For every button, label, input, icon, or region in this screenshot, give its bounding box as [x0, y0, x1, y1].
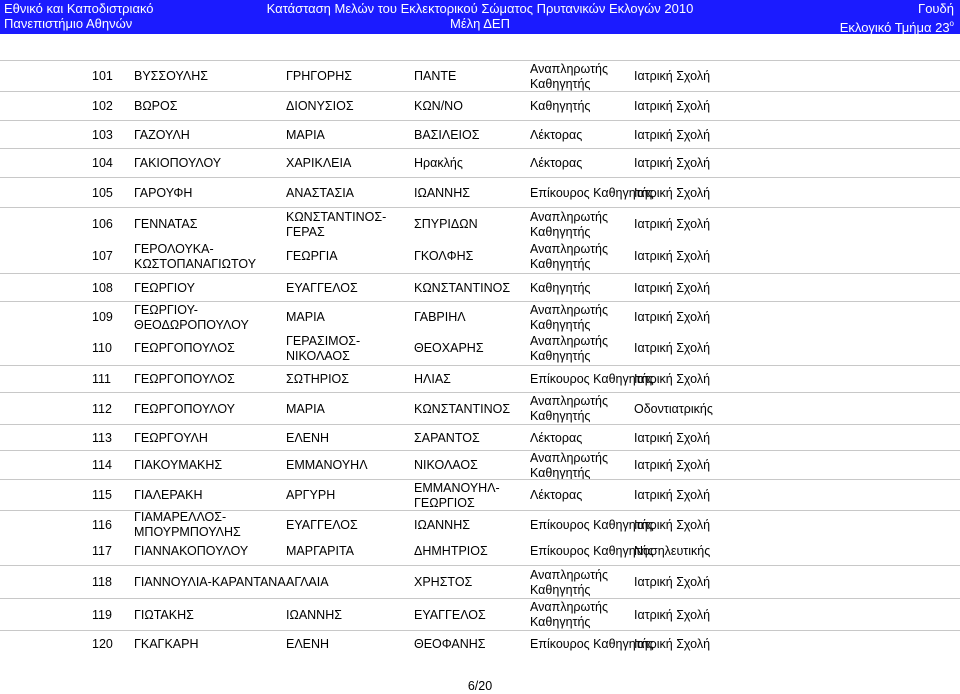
member-father-name-line: ΗΛΙΑΣ — [414, 372, 451, 386]
member-first-name-line: ΕΥΑΓΓΕΛΟΣ — [286, 281, 358, 295]
member-number — [92, 69, 113, 84]
member-school-line: Ιατρική Σχολή — [634, 217, 711, 231]
member-number-line: 102 — [92, 99, 113, 113]
member-surname-line: ΓΙΑΛΕΡΑΚΗ — [134, 488, 203, 502]
member-first-name — [286, 156, 351, 171]
member-first-name-line: ΓΡΗΓΟΡΗΣ — [286, 69, 352, 83]
member-father-name-line: ΕΥΑΓΓΕΛΟΣ — [414, 608, 486, 622]
member-number-line: 108 — [92, 281, 113, 295]
member-father-name-line: ΓΕΩΡΓΙΟΣ — [414, 496, 475, 510]
member-school-line: Ιατρική Σχολή — [634, 281, 711, 295]
member-school-line: Ιατρική Σχολή — [634, 310, 711, 324]
member-surname — [134, 488, 203, 503]
member-first-name — [286, 186, 354, 201]
member-number-line: 111 — [92, 372, 112, 386]
member-school — [634, 518, 710, 533]
member-surname-line: ΓΕΩΡΓΟΥΛΗ — [134, 431, 208, 445]
member-surname-line: ΓΙΩΤΑΚΗΣ — [134, 608, 194, 622]
member-surname — [134, 303, 249, 333]
member-surname-line: ΒΥΣΣΟΥΛΗΣ — [134, 69, 208, 83]
member-rank-line: Επίκουρος Καθηγητής — [530, 518, 654, 532]
member-number — [92, 341, 112, 356]
member-father-name-line: ΓΚΟΛΦΗΣ — [414, 249, 474, 263]
member-father-name-line: ΚΩΝΣΤΑΝΤΙΝΟΣ — [414, 281, 511, 295]
member-rank — [530, 281, 590, 296]
member-number-line: 116 — [92, 518, 112, 532]
member-number — [92, 488, 112, 503]
member-first-name — [286, 372, 349, 387]
institution-line2: Πανεπιστήμιο Αθηνών — [4, 16, 133, 31]
member-surname-line: ΓΙΑΝΝΑΚΟΠΟΥΛΟΥ — [134, 544, 249, 558]
member-number — [92, 281, 113, 296]
member-first-name-line: ΓΕΩΡΓΙΑ — [286, 249, 338, 263]
member-first-name — [286, 608, 342, 623]
member-number — [92, 249, 113, 264]
member-rank — [530, 303, 608, 333]
member-father-name-line: ΒΑΣΙΛΕΙΟΣ — [414, 128, 480, 142]
member-first-name-line: ΔΙΟΝΥΣΙΟΣ — [286, 99, 354, 113]
member-father-name — [414, 341, 484, 356]
member-surname — [134, 341, 235, 356]
member-surname — [134, 458, 222, 473]
member-first-name — [286, 334, 360, 364]
member-number — [92, 99, 113, 114]
table-row — [0, 565, 960, 599]
table-row — [0, 630, 960, 658]
member-first-name-line: ΓΕΡΑΣ — [286, 225, 325, 239]
member-surname-line: ΘΕΟΔΩΡΟΠΟΥΛΟΥ — [134, 318, 249, 332]
member-school-line: Οδοντιατρικής — [634, 402, 713, 416]
member-number-line: 112 — [92, 402, 112, 416]
member-number — [92, 544, 112, 559]
member-rank — [530, 488, 582, 503]
member-rank-line: Καθηγητής — [530, 99, 591, 113]
member-surname — [134, 402, 235, 417]
table-row — [0, 207, 960, 241]
member-first-name-line: ΝΙΚΟΛΑΟΣ — [286, 349, 350, 363]
member-number — [92, 637, 113, 652]
member-surname-line: ΓΕΝΝΑΤΑΣ — [134, 217, 198, 231]
member-school-line: Ιατρική Σχολή — [634, 575, 711, 589]
member-surname — [134, 217, 197, 232]
member-father-name-line: ΝΙΚΟΛΑΟΣ — [414, 458, 478, 472]
member-number-line: 104 — [92, 156, 113, 170]
member-surname — [134, 186, 192, 201]
table-row — [0, 240, 960, 273]
member-school-line: Ιατρική Σχολή — [634, 372, 711, 386]
member-rank-line: Λέκτορας — [530, 128, 583, 142]
member-school-line: Ιατρική Σχολή — [634, 69, 711, 83]
member-first-name-line: ΜΑΡΙΑ — [286, 128, 325, 142]
member-school-line: Ιατρική Σχολή — [634, 156, 711, 170]
member-rank-line: Καθηγητής — [530, 225, 591, 239]
member-school — [634, 69, 710, 84]
member-surname — [134, 510, 241, 540]
table-row — [0, 148, 960, 178]
member-first-name-line: ΜΑΡΓΑΡΙΤΑ — [286, 544, 355, 558]
member-first-name — [286, 518, 358, 533]
member-surname — [134, 575, 286, 590]
member-first-name — [286, 637, 329, 652]
member-school — [634, 128, 710, 143]
member-rank — [530, 334, 608, 364]
member-first-name — [286, 488, 335, 503]
member-father-name — [414, 310, 466, 325]
member-first-name — [286, 544, 354, 559]
member-school-line: Ιατρική Σχολή — [634, 99, 711, 113]
member-rank-line: Λέκτορας — [530, 156, 583, 170]
member-father-name-line: ΠΑΝΤΕ — [414, 69, 457, 83]
member-surname — [134, 69, 208, 84]
member-rank-line: Αναπληρωτής — [530, 210, 609, 224]
member-school-line: Ιατρική Σχολή — [634, 431, 711, 445]
member-school-line: Ιατρική Σχολή — [634, 608, 711, 622]
member-surname — [134, 242, 256, 272]
member-number — [92, 128, 113, 143]
member-rank — [530, 62, 608, 92]
member-surname-line: ΓΙΑΜΑΡΕΛΛΟΣ- — [134, 510, 227, 524]
member-surname-line: ΓΚΑΓΚΑΡΗ — [134, 637, 199, 651]
member-surname-line: ΓΕΡΟΛΟΥΚΑ- — [134, 242, 214, 256]
member-surname — [134, 431, 208, 446]
member-rank-line: Επίκουρος Καθηγητής — [530, 372, 654, 386]
member-rank-line: Καθηγητής — [530, 77, 591, 91]
member-father-name-line: Ηρακλής — [414, 156, 463, 170]
member-surname — [134, 99, 177, 114]
member-school-line: Ιατρική Σχολή — [634, 341, 711, 355]
member-school — [634, 575, 710, 590]
member-school — [634, 217, 710, 232]
member-father-name — [414, 458, 478, 473]
member-rank-line: Λέκτορας — [530, 488, 583, 502]
member-first-name-line: ΙΩΑΝΝΗΣ — [286, 608, 342, 622]
member-school-line: Ιατρική Σχολή — [634, 637, 711, 651]
member-rank-line: Επίκουρος Καθηγητής — [530, 637, 654, 651]
member-first-name-line: ΧΑΡΙΚΛΕΙΑ — [286, 156, 352, 170]
member-father-name-line: ΙΩΑΝΝΗΣ — [414, 518, 470, 532]
member-rank-line: Αναπληρωτής — [530, 394, 609, 408]
member-school — [634, 156, 710, 171]
member-father-name — [414, 249, 473, 264]
member-surname-line: ΓΑΡΟΥΦΗ — [134, 186, 193, 200]
member-school — [634, 488, 710, 503]
member-school-line: Ιατρική Σχολή — [634, 458, 711, 472]
member-first-name-line: ΕΛΕΝΗ — [286, 431, 330, 445]
table-row — [0, 301, 960, 333]
table-row — [0, 273, 960, 302]
member-school — [634, 372, 710, 387]
member-father-name-line: ΘΕΟΧΑΡΗΣ — [414, 341, 484, 355]
member-father-name — [414, 99, 463, 114]
member-father-name-line: ΘΕΟΦΑΝΗΣ — [414, 637, 486, 651]
member-number-line: 107 — [92, 249, 113, 263]
member-rank-line: Αναπληρωτής — [530, 451, 609, 465]
member-number-line: 105 — [92, 186, 113, 200]
table-row — [0, 510, 960, 539]
member-rank-line: Καθηγητής — [530, 583, 591, 597]
member-number — [92, 156, 113, 171]
member-rank — [530, 568, 608, 598]
member-father-name — [414, 481, 500, 511]
member-surname — [134, 281, 195, 296]
member-first-name — [286, 310, 325, 325]
member-first-name-line: ΕΛΕΝΗ — [286, 637, 330, 651]
member-surname-line: ΓΙΑΚΟΥΜΑΚΗΣ — [134, 458, 223, 472]
member-school — [634, 544, 710, 559]
member-number-line: 113 — [92, 431, 112, 445]
member-rank-line: Καθηγητής — [530, 615, 591, 629]
member-rank-line: Επίκουρος Καθηγητής — [530, 186, 654, 200]
document-subtitle: Μέλη ΔΕΠ — [450, 16, 510, 31]
member-surname — [134, 156, 221, 171]
member-first-name-line: ΜΑΡΙΑ — [286, 310, 325, 324]
table-row — [0, 120, 960, 149]
member-school-line: Ιατρική Σχολή — [634, 128, 711, 142]
member-father-name — [414, 518, 470, 533]
member-number-line: 120 — [92, 637, 113, 651]
table-row — [0, 177, 960, 208]
member-first-name-line: ΜΑΡΙΑ — [286, 402, 325, 416]
member-rank — [530, 210, 608, 240]
member-first-name — [286, 249, 338, 264]
electoral-section-ordinal: ο — [949, 19, 954, 28]
member-father-name — [414, 69, 456, 84]
member-school — [634, 281, 710, 296]
member-first-name — [286, 575, 329, 590]
member-number — [92, 217, 113, 232]
member-rank-line: Καθηγητής — [530, 409, 591, 423]
member-school — [634, 99, 710, 114]
member-father-name — [414, 575, 472, 590]
member-surname-line: ΓΕΩΡΓΙΟΥ — [134, 281, 195, 295]
member-school-line: Ιατρική Σχολή — [634, 249, 711, 263]
institution-line1: Εθνικό και Καποδιστριακό — [4, 1, 154, 16]
member-surname-line: ΒΩΡΟΣ — [134, 99, 178, 113]
member-surname — [134, 608, 194, 623]
member-rank — [530, 242, 608, 272]
page-header — [0, 0, 960, 34]
member-surname-line: ΓΕΩΡΓΙΟΥ- — [134, 303, 198, 317]
member-first-name — [286, 431, 329, 446]
table-row — [0, 538, 960, 564]
member-number-line: 103 — [92, 128, 113, 142]
member-father-name — [414, 637, 486, 652]
member-school — [634, 186, 710, 201]
member-surname — [134, 544, 248, 559]
member-father-name-line: ΣΠΥΡΙΔΩΝ — [414, 217, 478, 231]
member-school — [634, 402, 713, 417]
member-surname-line: ΓΑΚΙΟΠΟΥΛΟΥ — [134, 156, 222, 170]
page-number: 6/20 — [467, 679, 493, 693]
member-father-name — [414, 186, 470, 201]
table-row — [0, 60, 960, 92]
member-rank-line: Αναπληρωτής — [530, 334, 609, 348]
member-school — [634, 431, 710, 446]
member-first-name — [286, 281, 358, 296]
location-name: Γουδή — [918, 1, 954, 16]
member-school — [634, 310, 710, 325]
member-father-name — [414, 544, 488, 559]
member-rank-line: Αναπληρωτής — [530, 568, 609, 582]
member-rank-line: Καθηγητής — [530, 466, 591, 480]
member-surname-line: ΓΕΩΡΓΟΠΟΥΛΟΣ — [134, 341, 235, 355]
member-first-name-line: ΕΥΑΓΓΕΛΟΣ — [286, 518, 358, 532]
member-rank-line: Καθηγητής — [530, 318, 591, 332]
member-father-name-line: ΔΗΜΗΤΡΙΟΣ — [414, 544, 488, 558]
member-rank — [530, 431, 582, 446]
member-number — [92, 372, 111, 387]
member-school — [634, 458, 710, 473]
member-number — [92, 186, 113, 201]
member-father-name-line: ΕΜΜΑΝΟΥΗΛ- — [414, 481, 500, 495]
table-row — [0, 424, 960, 451]
member-school — [634, 608, 710, 623]
member-rank — [530, 600, 608, 630]
member-rank — [530, 156, 582, 171]
member-surname-line: ΓΑΖΟΥΛΗ — [134, 128, 190, 142]
member-school — [634, 341, 710, 356]
member-number-line: 114 — [92, 458, 112, 472]
member-number — [92, 458, 112, 473]
member-rank — [530, 128, 582, 143]
member-number-line: 110 — [92, 341, 112, 355]
member-number — [92, 402, 112, 417]
member-surname-line: ΜΠΟΥΡΜΠΟΥΛΗΣ — [134, 525, 241, 539]
member-first-name-line: ΚΩΝΣΤΑΝΤΙΝΟΣ- — [286, 210, 387, 224]
member-number-line: 118 — [92, 575, 112, 589]
member-rank-line: Καθηγητής — [530, 281, 591, 295]
member-father-name-line: ΚΩΝ/ΝΟ — [414, 99, 463, 113]
member-father-name — [414, 217, 478, 232]
member-first-name-line: ΑΓΛΑΙΑ — [286, 575, 329, 589]
member-surname — [134, 372, 235, 387]
member-rank-line: Λέκτορας — [530, 431, 583, 445]
member-father-name — [414, 128, 480, 143]
member-school-line: Νοσηλευτικής — [634, 544, 711, 558]
member-first-name-line: ΕΜΜΑΝΟΥΗΛ — [286, 458, 368, 472]
member-number-line: 106 — [92, 217, 113, 231]
table-row — [0, 479, 960, 511]
member-father-name-line: ΙΩΑΝΝΗΣ — [414, 186, 470, 200]
member-number-line: 119 — [92, 608, 112, 622]
member-number-line: 115 — [92, 488, 112, 502]
electoral-section-label: Εκλογικό Τμήμα 23 — [839, 20, 950, 35]
member-father-name — [414, 402, 510, 417]
member-number — [92, 518, 112, 533]
member-first-name-line: ΓΕΡΑΣΙΜΟΣ- — [286, 334, 361, 348]
member-rank — [530, 394, 608, 424]
member-rank-line: Αναπληρωτής — [530, 242, 609, 256]
member-first-name — [286, 69, 352, 84]
member-first-name — [286, 402, 325, 417]
member-father-name-line: ΓΑΒΡΙΗΛ — [414, 310, 466, 324]
member-school-line: Ιατρική Σχολή — [634, 186, 711, 200]
member-rank-line: Αναπληρωτής — [530, 303, 609, 317]
member-number — [92, 431, 112, 446]
member-father-name-line: ΧΡΗΣΤΟΣ — [414, 575, 473, 589]
member-rank — [530, 99, 590, 114]
electoral-section — [840, 16, 954, 35]
member-surname-line: ΓΕΩΡΓΟΠΟΥΛΟΣ — [134, 372, 235, 386]
member-number — [92, 608, 112, 623]
member-number-line: 117 — [92, 544, 112, 558]
member-first-name — [286, 210, 386, 240]
member-rank — [530, 451, 608, 481]
member-surname — [134, 128, 190, 143]
member-rank-line: Αναπληρωτής — [530, 62, 609, 76]
table-row — [0, 450, 960, 480]
member-father-name — [414, 372, 451, 387]
member-surname-line: ΓΕΩΡΓΟΠΟΥΛΟΥ — [134, 402, 236, 416]
member-number — [92, 575, 112, 590]
member-father-name — [414, 156, 463, 171]
member-school — [634, 637, 710, 652]
member-rank-line: Καθηγητής — [530, 257, 591, 271]
member-number-line: 101 — [92, 69, 113, 83]
member-surname-line: ΚΩΣΤΟΠΑΝΑΓΙΩΤΟΥ — [134, 257, 257, 271]
member-first-name-line: ΑΝΑΣΤΑΣΙΑ — [286, 186, 355, 200]
member-first-name-line: ΣΩΤΗΡΙΟΣ — [286, 372, 349, 386]
member-number — [92, 310, 113, 325]
table-row — [0, 598, 960, 631]
document-title: Κατάσταση Μελών του Εκλεκτορικού Σώματος Πρυτανικών Εκλογών 2010 — [266, 1, 694, 16]
member-father-name — [414, 608, 486, 623]
member-father-name — [414, 431, 480, 446]
table-row — [0, 91, 960, 121]
member-rank-line: Αναπληρωτής — [530, 600, 609, 614]
member-father-name-line: ΚΩΝΣΤΑΝΤΙΝΟΣ — [414, 402, 511, 416]
member-surname — [134, 637, 198, 652]
table-row — [0, 365, 960, 393]
member-father-name-line: ΣΑΡΑΝΤΟΣ — [414, 431, 480, 445]
member-school-line: Ιατρική Σχολή — [634, 518, 711, 532]
member-first-name — [286, 458, 368, 473]
table-row — [0, 392, 960, 425]
member-first-name-line: ΑΡΓΥΡΗ — [286, 488, 336, 502]
member-father-name — [414, 281, 510, 296]
member-rank-line: Καθηγητής — [530, 349, 591, 363]
member-first-name — [286, 99, 354, 114]
member-number-line: 109 — [92, 310, 113, 324]
member-surname-line: ΓΙΑΝΝΟΥΛΙΑ-ΚΑΡΑΝΤΑΝΑ — [134, 575, 286, 589]
member-rank-line: Επίκουρος Καθηγητής — [530, 544, 654, 558]
member-school — [634, 249, 710, 264]
member-first-name — [286, 128, 325, 143]
member-school-line: Ιατρική Σχολή — [634, 488, 711, 502]
table-row — [0, 332, 960, 365]
